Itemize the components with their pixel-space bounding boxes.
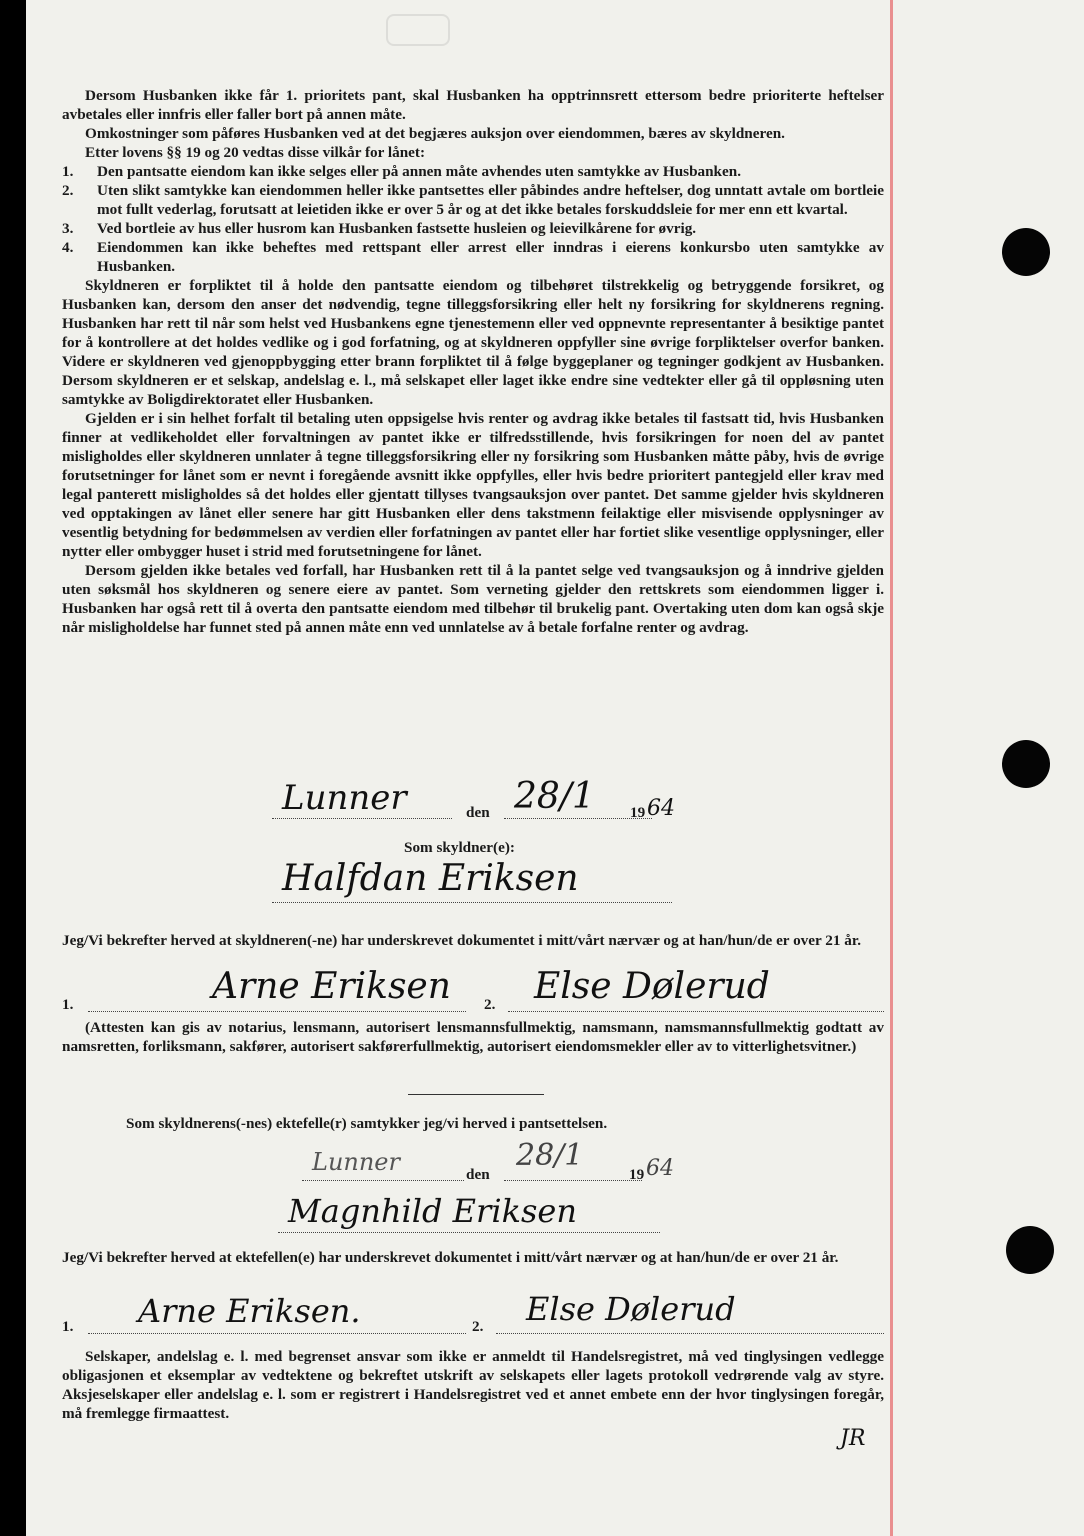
item-number: 4. — [62, 239, 74, 256]
place-handwritten: Lunner — [312, 1148, 400, 1176]
year-prefix: 19 — [630, 804, 646, 821]
list-item — [62, 238, 884, 276]
place-line — [302, 1180, 464, 1181]
signature-line — [88, 1333, 466, 1334]
item-number: 1. — [62, 163, 74, 180]
signature-line — [272, 902, 672, 903]
witness-confirmation-1 — [62, 931, 884, 950]
witness-confirmation-2 — [62, 1248, 884, 1267]
terms-block-top — [62, 86, 884, 637]
place-handwritten: Lunner — [282, 778, 407, 818]
signature-line — [278, 1232, 660, 1233]
witness-number: 1. — [62, 996, 74, 1013]
debtor-signature: Halfdan Eriksen — [282, 858, 579, 899]
item-text: Den pantsatte eiendom kan ikke selges eller på annen måte avhendes uten samtykke av Husbanken. — [97, 163, 741, 180]
witness-text: Jeg/Vi bekrefter herved at skyldneren(-ne) har underskrevet dokumentet i mitt/vårt nærvær og at han/hun/de er over 21 år. — [62, 932, 861, 949]
attest-note — [62, 1018, 884, 1056]
item-text: Ved bortleie av hus eller husrom kan Husbanken fastsette husleien og leievilkårene for øvrig. — [97, 220, 697, 237]
date-line — [504, 1180, 642, 1181]
punch-hole — [1006, 1226, 1054, 1274]
paragraph: Etter lovens §§ 19 og 20 vedtas disse vilkår for lånet: — [85, 144, 426, 161]
paragraph: Skyldneren er forpliktet til å holde den pantsatte eiendom og tilbehøret tilstrekkelig og betryggende forsikret, og Husbanken kan, dersom den anser det nødvendig, tegne tilleggsforsikring eller helt ny forsikring for skyldnerens regning. Husbanken har rett til når som helst ved Husbankens egne tjenestemenn eller ved oppnevnte representanter å besiktige pantet for å kontrollere at det holdes vedlike og i god forfatning, og at skyldneren oppfyller sine øvrige forpliktelser overfor banken. Videre er skyldneren ved gjenoppbygging etter brann forpliktet til å følge byggeplaner og tegninger godkjent av Husbanken. Dersom skyldneren er et selskap, andelslag e. l., må selskapet eller laget ikke endre sine vedtekter eller gå til oppløsning uten samtykke av Boligdirektoratet eller Husbanken. — [62, 277, 884, 408]
document-page — [26, 0, 1084, 1536]
paragraph: Omkostninger som påføres Husbanken ved at det begjæres auksjon over eiendommen, bæres av skyldneren. — [85, 125, 785, 142]
signature-line — [496, 1333, 884, 1334]
year-handwritten: 64 — [647, 796, 675, 821]
year-handwritten: 64 — [646, 1156, 674, 1181]
date-handwritten: 28/1 — [514, 776, 595, 817]
year-prefix: 19 — [629, 1166, 645, 1183]
place-line — [272, 818, 452, 819]
date-handwritten: 28/1 — [516, 1138, 584, 1173]
witness-signature: Else Dølerud — [526, 1290, 736, 1328]
witness-number: 2. — [484, 996, 496, 1013]
den-label: den — [466, 804, 490, 821]
initials-handwritten: JR — [840, 1426, 866, 1451]
punch-hole — [1002, 740, 1050, 788]
paragraph: Dersom Husbanken ikke får 1. prioritets pant, skal Husbanken ha opptrinnsrett ettersom bedre prioriterte heftelser avbetales eller innfris eller faller bort på annen måte. — [62, 87, 884, 123]
list-item — [62, 219, 884, 238]
item-text: Eiendommen kan ikke beheftes med rettspant eller arrest eller inndras i eierens konkursbo uten samtykke av Husbanken. — [97, 239, 884, 275]
item-text: Uten slikt samtykke kan eiendommen heller ikke pantsettes eller påbindes andre heftelser, dog unntatt avtale om bortleie mot fullt vederlag, forutsatt at leietiden ikke er over 5 år og at det ikke betales forskuddsleie for mer enn ett kvartal. — [97, 182, 884, 218]
list-item — [62, 162, 884, 181]
divider — [408, 1094, 544, 1095]
witness-signature: Arne Eriksen — [212, 966, 451, 1007]
list-item — [62, 181, 884, 219]
closing-note — [62, 1347, 884, 1423]
spouse-signature: Magnhild Eriksen — [288, 1192, 577, 1230]
spouse-consent: Som skyldnerens(-nes) ektefelle(r) samtykker jeg/vi herved i pantsettelsen. — [126, 1115, 608, 1132]
conditions-list — [62, 162, 884, 276]
witness-signature: Else Dølerud — [534, 966, 770, 1007]
item-number: 2. — [62, 182, 74, 199]
witness-signature: Arne Eriksen. — [138, 1292, 361, 1330]
paragraph: Gjelden er i sin helhet forfalt til betaling uten oppsigelse hvis renter og avdrag ikke betales til fastsatt tid, hvis Husbanken finner at vedlikeholdet eller forvaltningen av pantet ikke er tilfredsstillende, hvis forsikringen for noen del av pantet misligholdes eller skyldneren unnlater å tegne tilleggsforsikring eller ny forsikring som Husbanken måtte påby, hvis de øvrige forutsetninger for lånet som er nevnt i foregående avsnitt ikke oppfylles, eller hvis bedre prioritert pantegjeld eller krav med legal panterett misligholdes så det holdes eller gjentatt tillyses tvangsauksjon over pantet. Det samme gjelder hvis skyldneren ved opptakingen av lånet eller senere har gitt Husbanken eller dens takstmenn feilaktige eller misvisende opplysninger av vesentlig betydning for bedømmelsen av verdien eller forfatningen av pantet eller har fortiet slike vesentlige opplysninger, eller nytter eller ombygger huset i strid med forutsetningene for lånet. — [62, 410, 884, 560]
punch-hole — [1002, 228, 1050, 276]
closing-text: Selskaper, andelslag e. l. med begrenset ansvar som ikke er anmeldt til Handelsregistret, må ved tinglysingen vedlegge obligasjonen et eksemplar av vedtektene og bekreftet utskrift av selskapets eller lagets protokoll vedrørende valg av styre. Aksjeselskaper eller andelslag e. l. som er registrert i Handelsregistret ved et annet embete enn der hvor tinglysingen foregår, må fremlegge firmaattest. — [62, 1348, 884, 1422]
margin-line — [890, 0, 893, 1536]
item-number: 3. — [62, 220, 74, 237]
faint-stamp — [386, 14, 450, 46]
debtor-role-label: Som skyldner(e): — [404, 839, 515, 856]
witness-text: Jeg/Vi bekrefter herved at ektefellen(e) har underskrevet dokumentet i mitt/vårt nærvær og at han/hun/de er over 21 år. — [62, 1249, 839, 1266]
note-text: (Attesten kan gis av notarius, lensmann, autorisert lensmannsfullmektig, namsmann, namsmannsfullmektig godtatt av namsretten, forliksmann, sakfører, autorisert sakførerfullmektig, autorisert eiendomsmekler eller av to vitterlighetsvitner.) — [62, 1019, 884, 1055]
paragraph: Dersom gjelden ikke betales ved forfall, har Husbanken rett til å la pantet selge ved tvangsauksjon og å inndrive gjelden uten søksmål hos skyldneren og senere eiere av pantet. Som verneting gjelder den rettskrets som eiendommen ligger i. Husbanken har også rett til å overta den pantsatte eiendom med tilbehør til brukelig pant. Overtaking uten dom kan også skje når misligholdelse har funnet sted på annen måte enn ved unnlatelse av å betale forfalne renter og avdrag. — [62, 562, 884, 636]
witness-number: 2. — [472, 1318, 484, 1335]
signature-line — [88, 1011, 466, 1012]
den-label: den — [466, 1166, 490, 1183]
signature-line — [508, 1011, 884, 1012]
witness-number: 1. — [62, 1318, 74, 1335]
